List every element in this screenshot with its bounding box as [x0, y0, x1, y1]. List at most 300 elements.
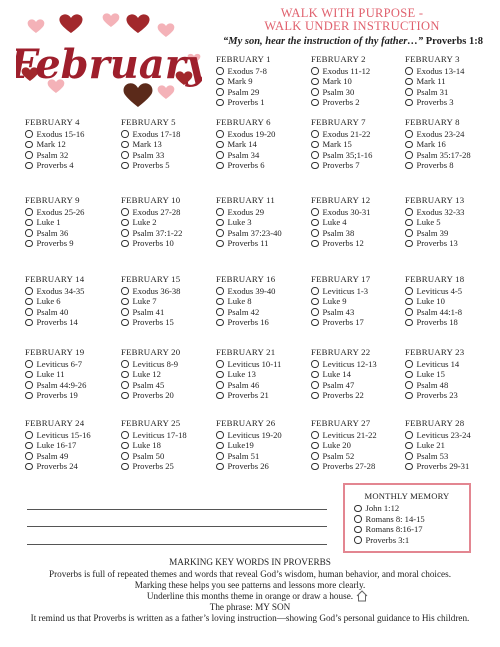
day-label: FEBRUARY 24	[25, 418, 85, 428]
reading-checkbox[interactable]	[216, 162, 224, 170]
reading-item	[405, 228, 499, 239]
key-words-line: Marking these helps you see patterns and lessons more clearly.	[134, 580, 366, 590]
reading-checkbox[interactable]	[216, 392, 224, 400]
reading-checkbox[interactable]	[311, 67, 319, 75]
reading-checkbox[interactable]	[311, 99, 319, 107]
reading-text: Proverbs 8	[416, 160, 454, 171]
reading-checkbox[interactable]	[216, 219, 224, 227]
reading-checkbox[interactable]	[216, 130, 224, 138]
memory-checkbox[interactable]	[354, 536, 362, 544]
reading-text: Psalm 50	[132, 450, 165, 461]
reading-item	[311, 228, 405, 239]
reading-checkbox[interactable]	[405, 442, 413, 450]
reading-item	[121, 317, 215, 328]
memory-verse-item	[354, 524, 469, 534]
memory-checkbox[interactable]	[354, 526, 362, 534]
day-block	[311, 274, 405, 328]
reading-text: Psalm 53	[416, 450, 449, 461]
day-label: FEBRUARY 6	[216, 117, 271, 127]
day-block	[216, 274, 310, 328]
reading-checkbox[interactable]	[216, 88, 224, 96]
reading-item	[311, 217, 405, 228]
day-block	[25, 195, 119, 249]
key-words-line: The phrase: MY SON	[209, 602, 291, 612]
day-label: FEBRUARY 4	[25, 117, 80, 127]
day-label: FEBRUARY 25	[121, 418, 181, 428]
day-block	[121, 418, 215, 472]
reading-item	[311, 238, 405, 249]
reading-checkbox[interactable]	[121, 463, 129, 471]
day-block	[216, 54, 310, 108]
day-label: FEBRUARY 20	[121, 347, 181, 357]
reading-text: Leviticus 12-13	[322, 358, 377, 369]
reading-item	[311, 369, 405, 380]
reading-text: Exodus 19-20	[227, 128, 276, 139]
reading-checkbox[interactable]	[25, 463, 33, 471]
reading-checkbox[interactable]	[121, 442, 129, 450]
day-block	[25, 117, 119, 171]
reading-checkbox[interactable]	[216, 360, 224, 368]
reading-checkbox[interactable]	[25, 371, 33, 379]
reading-checkbox[interactable]	[216, 240, 224, 248]
reading-checkbox[interactable]	[216, 308, 224, 316]
day-label: FEBRUARY 3	[405, 54, 460, 64]
reading-text: Psalm 51	[227, 450, 260, 461]
reading-text: Psalm 46	[227, 379, 260, 390]
reading-text: Mark 10	[322, 76, 352, 87]
reading-item	[25, 451, 119, 462]
reading-checkbox[interactable]	[311, 371, 319, 379]
reading-checkbox[interactable]	[405, 287, 413, 295]
reading-checkbox[interactable]	[121, 130, 129, 138]
reading-checkbox[interactable]	[405, 99, 413, 107]
reading-checkbox[interactable]	[25, 208, 33, 216]
reading-item	[25, 369, 119, 380]
day-block	[405, 54, 499, 108]
reading-item	[216, 390, 310, 401]
key-words-line: It remind us that Proverbs is written as a father’s loving instruction—showing God’s personal guidance to His children.	[30, 613, 470, 623]
reading-text: Proverbs 16	[227, 317, 269, 328]
reading-checkbox[interactable]	[121, 319, 129, 327]
memory-verse-text: Romans 8:16-17	[365, 524, 423, 535]
reading-checkbox[interactable]	[216, 319, 224, 327]
reading-checkbox[interactable]	[25, 287, 33, 295]
reading-text: Luke 2	[132, 217, 157, 228]
day-block	[311, 347, 405, 401]
notes-line[interactable]	[27, 526, 327, 527]
reading-item	[121, 359, 215, 370]
reading-text: Psalm 44:1-8	[416, 306, 463, 317]
reading-text: Proverbs 4	[36, 160, 74, 171]
day-label: FEBRUARY 14	[25, 274, 85, 284]
reading-text: Proverbs 26	[227, 461, 269, 472]
reading-text: Psalm 33	[132, 149, 165, 160]
reading-checkbox[interactable]	[405, 392, 413, 400]
reading-text: Luke 14	[322, 369, 351, 380]
reading-checkbox[interactable]	[311, 162, 319, 170]
reading-checkbox[interactable]	[216, 463, 224, 471]
reading-checkbox[interactable]	[405, 381, 413, 389]
notes-line[interactable]	[27, 509, 327, 510]
reading-text: Luke 12	[132, 369, 161, 380]
reading-text: Psalm 42	[227, 306, 260, 317]
reading-item	[121, 430, 215, 441]
reading-text: Luke 6	[36, 296, 61, 307]
reading-checkbox[interactable]	[311, 229, 319, 237]
reading-checkbox[interactable]	[311, 308, 319, 316]
reading-text: Psalm 43	[322, 306, 355, 317]
reading-item	[216, 296, 310, 307]
reading-checkbox[interactable]	[121, 240, 129, 248]
day-block	[216, 347, 310, 401]
reading-checkbox[interactable]	[25, 319, 33, 327]
reading-item	[25, 207, 119, 218]
reading-checkbox[interactable]	[25, 392, 33, 400]
february-title-art	[16, 8, 202, 110]
reading-text: Exodus 27-28	[132, 206, 181, 217]
reading-text: Psalm 45	[132, 379, 165, 390]
reading-checkbox[interactable]	[25, 442, 33, 450]
reading-text: Proverbs 7	[322, 160, 360, 171]
reading-text: Leviticus 15-16	[36, 429, 91, 440]
reading-checkbox[interactable]	[25, 219, 33, 227]
reading-text: Psalm 34	[227, 149, 260, 160]
reading-text: Psalm 48	[416, 379, 449, 390]
memory-title: MONTHLY MEMORY	[364, 491, 450, 501]
reading-item	[121, 390, 215, 401]
reading-item	[405, 286, 499, 297]
reading-checkbox[interactable]	[311, 381, 319, 389]
reading-item	[25, 160, 119, 171]
day-label: FEBRUARY 7	[311, 117, 366, 127]
reading-item	[216, 129, 310, 140]
reading-checkbox[interactable]	[121, 219, 129, 227]
reading-checkbox[interactable]	[25, 130, 33, 138]
reading-text: Psalm 36	[36, 227, 69, 238]
reading-checkbox[interactable]	[405, 141, 413, 149]
reading-item	[405, 160, 499, 171]
day-label: FEBRUARY 22	[311, 347, 371, 357]
reading-item	[25, 238, 119, 249]
memory-verse-item	[354, 535, 469, 545]
reading-text: Exodus 13-14	[416, 65, 465, 76]
reading-checkbox[interactable]	[311, 141, 319, 149]
reading-checkbox[interactable]	[216, 452, 224, 460]
day-label: FEBRUARY 15	[121, 274, 181, 284]
day-block	[25, 274, 119, 328]
reading-checkbox[interactable]	[311, 319, 319, 327]
reading-checkbox[interactable]	[121, 371, 129, 379]
reading-item	[311, 286, 405, 297]
reading-text: Mark 16	[416, 139, 446, 150]
reading-checkbox[interactable]	[216, 287, 224, 295]
key-words-line: Underline this months theme in orange or draw a house.	[146, 591, 354, 601]
day-label: FEBRUARY 28	[405, 418, 465, 428]
reading-text: Luke 16-17	[36, 440, 77, 451]
reading-item	[121, 296, 215, 307]
reading-item	[405, 430, 499, 441]
day-label: FEBRUARY 23	[405, 347, 465, 357]
reading-checkbox[interactable]	[405, 308, 413, 316]
reading-text: Luke 7	[132, 296, 157, 307]
day-block	[216, 418, 310, 472]
reading-item	[311, 87, 405, 98]
reading-text: Exodus 15-16	[36, 128, 85, 139]
day-label: FEBRUARY 26	[216, 418, 276, 428]
reading-checkbox[interactable]	[25, 308, 33, 316]
memory-verse-item	[354, 503, 469, 513]
reading-checkbox[interactable]	[311, 298, 319, 306]
reading-text: Proverbs 14	[36, 317, 78, 328]
reading-checkbox[interactable]	[216, 78, 224, 86]
reading-checkbox[interactable]	[311, 88, 319, 96]
reading-text: Proverbs 11	[227, 238, 269, 249]
reading-text: Proverbs 24	[36, 461, 78, 472]
reading-checkbox[interactable]	[405, 360, 413, 368]
reading-text: Proverbs 10	[132, 238, 174, 249]
notes-line[interactable]	[27, 544, 327, 545]
reading-checkbox[interactable]	[405, 463, 413, 471]
reading-text: Luke 5	[416, 217, 441, 228]
reading-checkbox[interactable]	[25, 240, 33, 248]
day-label: FEBRUARY 10	[121, 195, 181, 205]
reading-checkbox[interactable]	[405, 229, 413, 237]
day-label: FEBRUARY 12	[311, 195, 371, 205]
day-label: FEBRUARY 17	[311, 274, 371, 284]
verse-quote: “My son, hear the instruction of thy father…”	[222, 36, 424, 47]
reading-text: Psalm 52	[322, 450, 355, 461]
reading-checkbox[interactable]	[121, 431, 129, 439]
reading-checkbox[interactable]	[25, 162, 33, 170]
memory-checkbox[interactable]	[354, 515, 362, 523]
reading-text: Luke 10	[416, 296, 445, 307]
reading-checkbox[interactable]	[216, 67, 224, 75]
reading-text: Proverbs 1	[227, 97, 265, 108]
reading-text: Proverbs 5	[132, 160, 170, 171]
reading-checkbox[interactable]	[311, 442, 319, 450]
reading-item	[311, 461, 405, 472]
reading-checkbox[interactable]	[121, 381, 129, 389]
title-line-1: WALK WITH PURPOSE -	[280, 6, 424, 20]
reading-checkbox[interactable]	[311, 452, 319, 460]
reading-checkbox[interactable]	[121, 208, 129, 216]
reading-checkbox[interactable]	[216, 442, 224, 450]
key-words-line: Proverbs is full of repeated themes and words that reveal God’s wisdom, human behavior, and moral choices.	[49, 569, 451, 579]
reading-checkbox[interactable]	[216, 141, 224, 149]
reading-text: Proverbs 25	[132, 461, 174, 472]
reading-checkbox[interactable]	[25, 452, 33, 460]
reading-text: Proverbs 20	[132, 390, 174, 401]
reading-checkbox[interactable]	[311, 360, 319, 368]
reading-checkbox[interactable]	[311, 78, 319, 86]
day-block	[25, 347, 119, 401]
reading-checkbox[interactable]	[121, 229, 129, 237]
reading-item	[405, 369, 499, 380]
reading-text: Exodus 36-38	[132, 285, 181, 296]
reading-item	[25, 217, 119, 228]
reading-checkbox[interactable]	[405, 431, 413, 439]
reading-checkbox[interactable]	[121, 360, 129, 368]
reading-checkbox[interactable]	[405, 67, 413, 75]
reading-checkbox[interactable]	[121, 392, 129, 400]
reading-checkbox[interactable]	[121, 287, 129, 295]
reading-text: Exodus 39-40	[227, 285, 276, 296]
reading-checkbox[interactable]	[216, 431, 224, 439]
reading-checkbox[interactable]	[25, 360, 33, 368]
reading-item	[121, 207, 215, 218]
reading-text: Proverbs 29-31	[416, 461, 470, 472]
reading-text: Luke 18	[132, 440, 161, 451]
day-label: FEBRUARY 1	[216, 54, 271, 64]
reading-item	[216, 369, 310, 380]
memory-checkbox[interactable]	[354, 505, 362, 513]
day-block	[216, 195, 310, 249]
key-words-title: MARKING KEY WORDS IN PROVERBS	[169, 557, 331, 567]
reading-item	[405, 317, 499, 328]
memory-verse-text: Proverbs 3:1	[365, 534, 410, 545]
reading-text: Proverbs 19	[36, 390, 78, 401]
reading-checkbox[interactable]	[405, 371, 413, 379]
day-block	[216, 117, 310, 171]
reading-checkbox[interactable]	[121, 151, 129, 159]
reading-item	[311, 380, 405, 391]
reading-item	[216, 217, 310, 228]
day-block	[405, 418, 499, 472]
reading-checkbox[interactable]	[405, 130, 413, 138]
reading-checkbox[interactable]	[25, 431, 33, 439]
reading-checkbox[interactable]	[121, 308, 129, 316]
reading-text: Proverbs 17	[322, 317, 364, 328]
day-block	[121, 274, 215, 328]
reading-item	[121, 238, 215, 249]
reading-checkbox[interactable]	[216, 381, 224, 389]
reading-checkbox[interactable]	[311, 219, 319, 227]
reading-item	[216, 207, 310, 218]
reading-item	[121, 150, 215, 161]
reading-checkbox[interactable]	[311, 240, 319, 248]
reading-checkbox[interactable]	[405, 208, 413, 216]
month-art-text: February	[16, 41, 202, 88]
reading-checkbox[interactable]	[405, 219, 413, 227]
reading-text: Luke 4	[322, 217, 347, 228]
reading-checkbox[interactable]	[405, 298, 413, 306]
reading-checkbox[interactable]	[216, 99, 224, 107]
reading-checkbox[interactable]	[25, 381, 33, 389]
reading-item	[405, 238, 499, 249]
reading-checkbox[interactable]	[311, 392, 319, 400]
reading-checkbox[interactable]	[25, 141, 33, 149]
reading-checkbox[interactable]	[216, 208, 224, 216]
reading-checkbox[interactable]	[121, 141, 129, 149]
reading-text: Exodus 11-12	[322, 65, 371, 76]
day-label: FEBRUARY 11	[216, 195, 275, 205]
reading-checkbox[interactable]	[311, 431, 319, 439]
reading-text: Luke19	[227, 440, 254, 451]
day-label: FEBRUARY 8	[405, 117, 460, 127]
reading-checkbox[interactable]	[25, 298, 33, 306]
day-block	[121, 195, 215, 249]
reading-item	[121, 380, 215, 391]
reading-item	[216, 97, 310, 108]
reading-checkbox[interactable]	[311, 151, 319, 159]
reading-checkbox[interactable]	[405, 88, 413, 96]
reading-item	[25, 139, 119, 150]
reading-checkbox[interactable]	[405, 240, 413, 248]
reading-text: Luke 11	[36, 369, 65, 380]
reading-item	[405, 390, 499, 401]
reading-item	[311, 207, 405, 218]
reading-text: Exodus 29	[227, 206, 265, 217]
reading-item	[121, 307, 215, 318]
reading-text: Leviticus 8-9	[132, 358, 179, 369]
day-block	[405, 347, 499, 401]
reading-item	[405, 461, 499, 472]
reading-checkbox[interactable]	[311, 130, 319, 138]
reading-item	[405, 150, 499, 161]
reading-item	[311, 76, 405, 87]
reading-item	[405, 296, 499, 307]
reading-checkbox[interactable]	[311, 208, 319, 216]
reading-item	[25, 359, 119, 370]
reading-checkbox[interactable]	[405, 452, 413, 460]
reading-text: Luke 1	[36, 217, 61, 228]
reading-text: Psalm 30	[322, 86, 355, 97]
reading-text: Leviticus 17-18	[132, 429, 187, 440]
reading-checkbox[interactable]	[216, 229, 224, 237]
reading-item	[311, 129, 405, 140]
reading-checkbox[interactable]	[121, 162, 129, 170]
reading-text: Leviticus 19-20	[227, 429, 282, 440]
reading-text: Psalm 31	[416, 86, 449, 97]
reading-text: Proverbs 9	[36, 238, 74, 249]
reading-item	[405, 139, 499, 150]
reading-checkbox[interactable]	[25, 229, 33, 237]
reading-text: Leviticus 6-7	[36, 358, 83, 369]
reading-checkbox[interactable]	[311, 287, 319, 295]
reading-checkbox[interactable]	[216, 151, 224, 159]
reading-text: Leviticus 21-22	[322, 429, 377, 440]
reading-item	[405, 217, 499, 228]
memory-verse-text: John 1:12	[365, 503, 400, 514]
reading-text: Psalm 29	[227, 86, 260, 97]
reading-text: Psalm 38	[322, 227, 355, 238]
reading-checkbox[interactable]	[121, 452, 129, 460]
reading-checkbox[interactable]	[121, 298, 129, 306]
reading-item	[216, 317, 310, 328]
day-label: FEBRUARY 18	[405, 274, 465, 284]
reading-text: Proverbs 12	[322, 238, 364, 249]
reading-text: Mark 13	[132, 139, 162, 150]
reading-checkbox[interactable]	[405, 319, 413, 327]
reading-checkbox[interactable]	[216, 298, 224, 306]
reading-checkbox[interactable]	[405, 162, 413, 170]
reading-checkbox[interactable]	[405, 78, 413, 86]
house-icon	[356, 590, 368, 602]
reading-text: Mark 9	[227, 76, 253, 87]
reading-text: Exodus 7-8	[227, 65, 267, 76]
reading-text: Psalm 44:9-26	[36, 379, 87, 390]
reading-checkbox[interactable]	[25, 151, 33, 159]
reading-item	[25, 150, 119, 161]
reading-checkbox[interactable]	[216, 371, 224, 379]
day-block	[311, 195, 405, 249]
reading-text: Psalm 32	[36, 149, 69, 160]
reading-text: Exodus 23-24	[416, 128, 465, 139]
reading-checkbox[interactable]	[311, 463, 319, 471]
reading-text: Proverbs 18	[416, 317, 458, 328]
reading-checkbox[interactable]	[405, 151, 413, 159]
reading-text: Psalm 37:23-40	[227, 227, 282, 238]
